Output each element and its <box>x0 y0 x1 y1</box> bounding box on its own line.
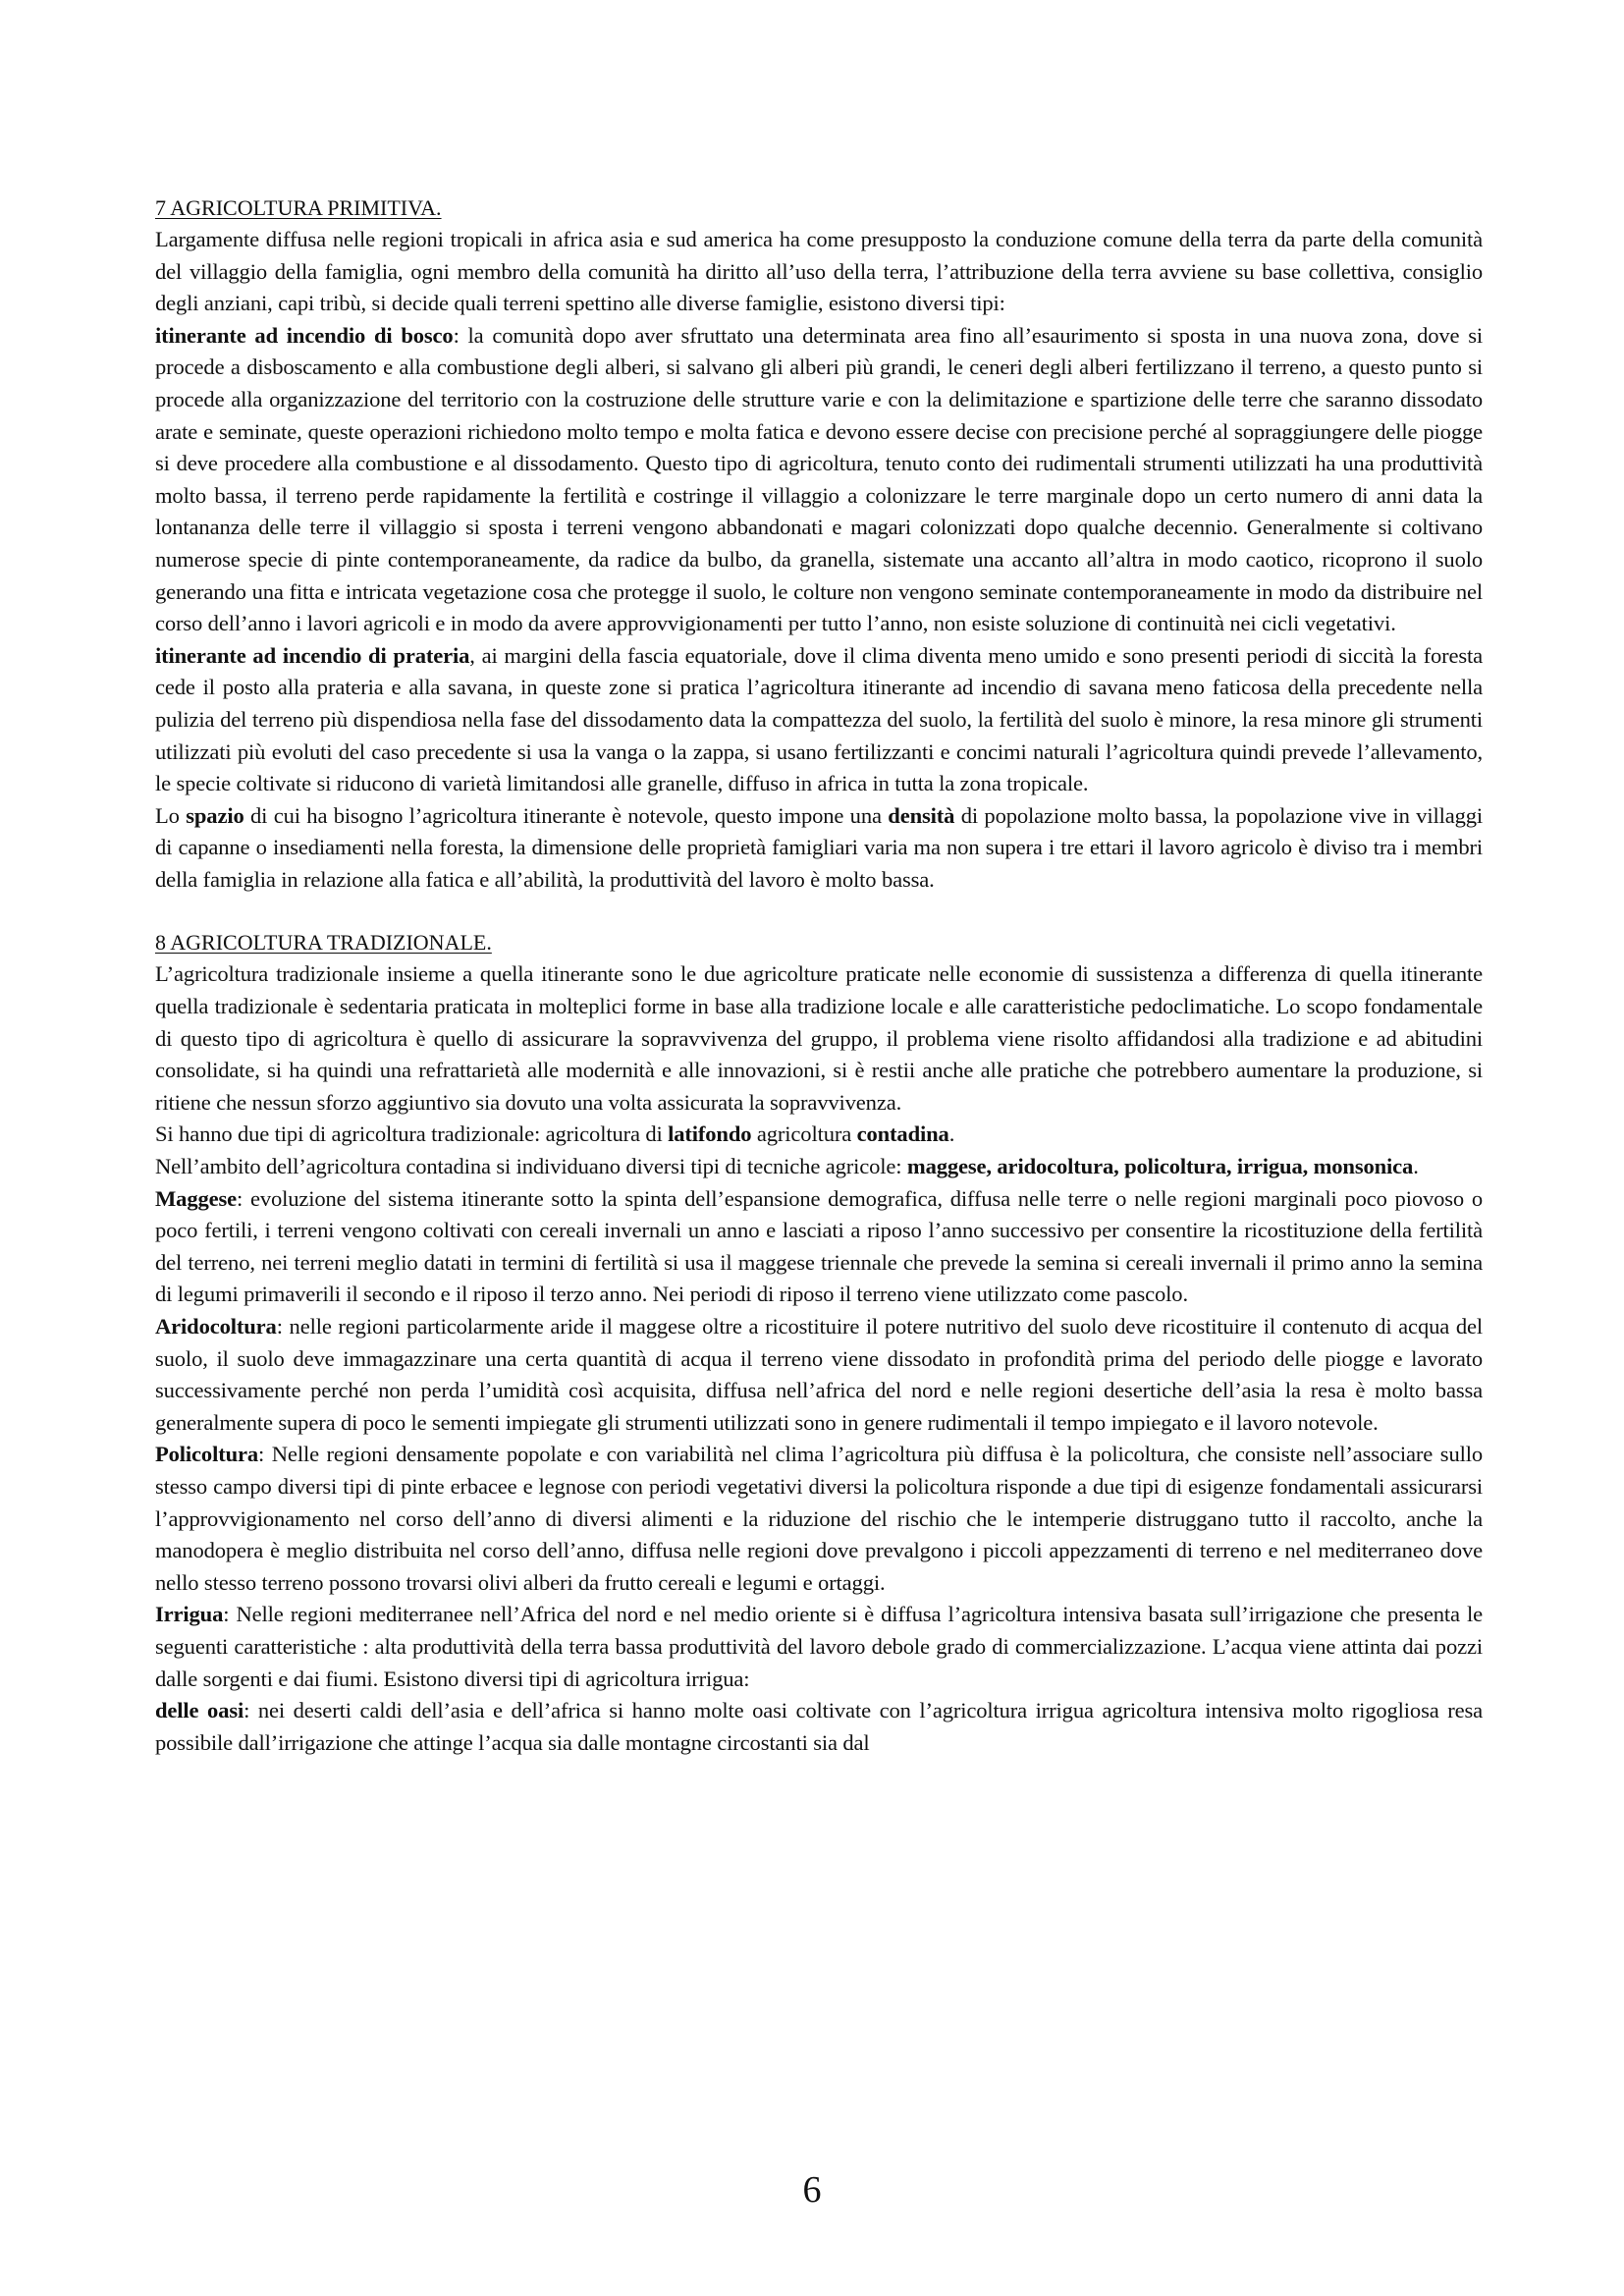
term-incendio-bosco: itinerante ad incendio di bosco <box>155 322 454 348</box>
section-8-intro-paragraph <box>155 958 1483 1119</box>
section-7-heading: 7 AGRICOLTURA PRIMITIVA. <box>155 195 442 220</box>
text-spazio-c: di popolazione molto bassa, la popolazione vive in villaggi di capanne o insediamenti nella foresta, la dimensione delle proprietà famigliari varia ma non supera i tre ettari il lavoro agricolo è diviso tra i membri della famiglia in relazione alla fatica e all’abilità, la produttività del lavoro è molto bassa. <box>155 802 1484 892</box>
paragraph-tipi-tradizionale <box>155 1119 1483 1151</box>
text-maggese: : evoluzione del sistema itinerante sotto la spinta dell’espansione demografica, diffusa nelle terre o nelle regioni marginali poco piovoso o poco fertili, i terreni vengono coltivati con cereali invernali un anno e lasciati a riposo l’anno successivo per consentire la ricostituzione della fertilità del terreno, nei terreni meglio datati in termini di fertilità si usa il maggese triennale che prevede la semina si cereali invernali il primo anno la semina di legumi primaverili il secondo e il riposo il terzo anno. Nei periodi di riposo il terreno viene utilizzato come pascolo. <box>155 1185 1483 1307</box>
term-densita: densità <box>888 802 955 828</box>
text-tecniche-a: Nell’ambito dell’agricoltura contadina si individuano diversi tipi di tecniche agricole: <box>155 1154 907 1179</box>
paragraph-incendio-prateria <box>155 640 1483 800</box>
page-number: 6 <box>802 2169 822 2211</box>
paragraph-tecniche-agricole <box>155 1151 1483 1183</box>
text-tipi-a: Si hanno due tipi di agricoltura tradizionale: agricoltura di <box>155 1121 669 1147</box>
paragraph-spazio-densita <box>155 800 1483 897</box>
text-irrigua: : Nelle regioni mediterranee nell’Africa del nord e nel medio oriente si è diffusa l’agricoltura intensiva basata sull’irrigazione che presenta le seguenti caratteristiche : alta produttività della terra bassa produttività del lavoro debole grado di commercializzazione. L’acqua viene attinta dai pozzi dalle sorgenti e dai fiumi. Esistono diversi tipi di agricoltura irrigua: <box>155 1602 1483 1691</box>
text-tecniche-c: . <box>1413 1154 1419 1179</box>
text-spazio-b: di cui ha bisogno l’agricoltura itinerante è notevole, questo impone una <box>244 802 889 828</box>
paragraph-policoltura <box>155 1439 1483 1599</box>
term-contadina: contadina <box>856 1121 949 1147</box>
document-page <box>155 192 1483 1759</box>
section-gap <box>155 896 1483 927</box>
paragraph-incendio-bosco <box>155 320 1483 640</box>
term-policoltura: Policoltura <box>155 1442 259 1467</box>
text-incendio-bosco: : la comunità dopo aver sfruttato una determinata area fino all’esaurimento si sposta in una nuova zona, dove si procede a disboscamento e alla combustione degli alberi, si salvano gli alberi più grandi, le ceneri degli alberi fertilizzano il terreno, a questo punto si procede alla organizzazione del territorio con la costruzione delle strutture varie e con la delimitazione e spartizione delle terre che saranno dissodato arate e seminate, queste operazioni richiedono molto tempo e molta fatica e devono essere decise con precisione perché al sopraggiungere delle piogge si deve procedere alla combustione e al dissodamento. Questo tipo di agricoltura, tenuto conto dei rudimentali strumenti utilizzati ha una produttività molto bassa, il terreno perde rapidamente la fertilità e costringe il villaggio a colonizzare le terre marginale dopo un certo numero di anni data la lontananza delle terre il villaggio si sposta i terreni vengono abbandonati e magari colonizzati dopo qualche decennio. Generalmente si coltivano numerose specie di pinte contemporaneamente, da radice da bulbo, da granella, sistemate una accanto all’altra in modo caotico, ricoprono il suolo generando una fitta e intricata vegetazione cosa che protegge il suolo, le colture non vengono seminate contemporaneamente in modo da distribuire nel corso dell’anno i lavori agricoli e in modo da avere approvvigionamenti per tutto l’anno, non esiste soluzione di continuità nei cicli vegetativi. <box>155 322 1483 636</box>
term-latifondo: latifondo <box>668 1121 752 1147</box>
term-spazio: spazio <box>186 802 244 828</box>
text-tipi-b: agricoltura <box>751 1121 857 1147</box>
paragraph-irrigua <box>155 1599 1483 1695</box>
term-oasi: delle oasi <box>155 1698 244 1723</box>
section-7-intro-text: Largamente diffusa nelle regioni tropicali in africa asia e sud america ha come presupposto la conduzione comune della terra da parte della comunità del villaggio della famiglia, ogni membro della comunità ha diritto all’uso della terra, l’attribuzione della terra avviene su base collettiva, consiglio degli anziani, capi tribù, si decide quali terreni spettino alle diverse famiglie, esistono diversi tipi: <box>155 227 1483 316</box>
paragraph-maggese <box>155 1183 1483 1311</box>
text-policoltura: : Nelle regioni densamente popolate e con variabilità nel clima l’agricoltura più diffusa è la policoltura, che consiste nell’associare sullo stesso campo diversi tipi di pinte erbacee e legnose con periodi vegetativi diversi la policoltura risponde a due tipi di esigenze fondamentali assicurarsi l’approvvigionamento nel corso dell’anno di diversi alimenti e la riduzione del rischio che le intemperie distruggano tutto il raccolto, anche la manodopera è meglio distribuita nel corso dell’anno, diffusa nelle regioni dove prevalgono i piccoli appezzamenti di terreno e nel mediterraneo dove nello stesso terreno possono trovarsi olivi alberi da frutto cereali e legumi e ortaggi. <box>155 1442 1483 1595</box>
text-aridocoltura: : nelle regioni particolarmente aride il maggese oltre a ricostituire il potere nutritivo del suolo deve ricostituire il contenuto di acqua del suolo, il suolo deve immagazzinare una certa quantità di acqua il terreno viene dissodato in profondità prima del periodo delle piogge e lavorato successivamente perché non perda l’umidità così acquisita, diffusa nell’africa del nord e nelle regioni desertiche dell’asia la resa è molto bassa generalmente supera di poco le sementi impiegate gli strumenti utilizzati sono in genere rudimentali il tempo impiegato e il lavoro notevole. <box>155 1314 1483 1435</box>
term-incendio-prateria: itinerante ad incendio di prateria <box>155 642 470 668</box>
text-incendio-prateria: , ai margini della fascia equatoriale, dove il clima diventa meno umido e sono presenti periodi di siccità la foresta cede il posto alla prateria e alla savana, in queste zone si pratica l’agricoltura itinerante ad incendio di savana meno faticosa della precedente nella pulizia del terreno più dispendiosa nella fase del dissodamento data la compattezza del suolo, la fertilità del suolo è minore, la resa minore gli strumenti utilizzati più evoluti del caso precedente si usa la vanga o la zappa, si usano fertilizzanti e concimi naturali l’agricoltura quindi prevede l’allevamento, le specie coltivate si riducono di varietà limitandosi alle granelle, diffuso in africa in tutta la zona tropicale. <box>155 642 1483 796</box>
paragraph-aridocoltura <box>155 1311 1483 1439</box>
text-oasi: : nei deserti caldi dell’asia e dell’africa si hanno molte oasi coltivate con l’agricoltura irrigua agricoltura intensiva molto rigogliosa resa possibile dall’irrigazione che attinge l’acqua sia dalle montagne circostanti sia dal <box>155 1698 1483 1755</box>
term-irrigua: Irrigua <box>155 1602 224 1627</box>
term-aridocoltura: Aridocoltura <box>155 1314 277 1339</box>
text-spazio-a: Lo <box>155 802 187 828</box>
paragraph-oasi <box>155 1695 1483 1759</box>
section-8-heading: 8 AGRICOLTURA TRADIZIONALE. <box>155 930 492 956</box>
term-maggese: Maggese <box>155 1185 238 1211</box>
term-tecniche-list: maggese, aridocoltura, policoltura, irrigua, monsonica <box>906 1154 1414 1179</box>
section-8-intro-text: L’agricoltura tradizionale insieme a quella itinerante sono le due agricolture praticate nelle economie di sussistenza a differenza di quella itinerante quella tradizionale è sedentaria praticata in molteplici forme in base alla tradizione locale e alle caratteristiche pedoclimatiche. Lo scopo fondamentale di questo tipo di agricoltura è quello di assicurare la sopravvivenza del gruppo, il problema viene risolto affidandosi alla tradizione e ad abitudini consolidate, si ha quindi una refrattarietà alle modernità e alle innovazioni, si è restii anche alle pratiche che potrebbero aumentare la produzione, si ritiene che nessun sforzo aggiuntivo sia dovuto una volta assicurata la sopravvivenza. <box>155 961 1483 1115</box>
section-7-intro-paragraph <box>155 224 1483 320</box>
text-tipi-c: . <box>948 1121 955 1147</box>
